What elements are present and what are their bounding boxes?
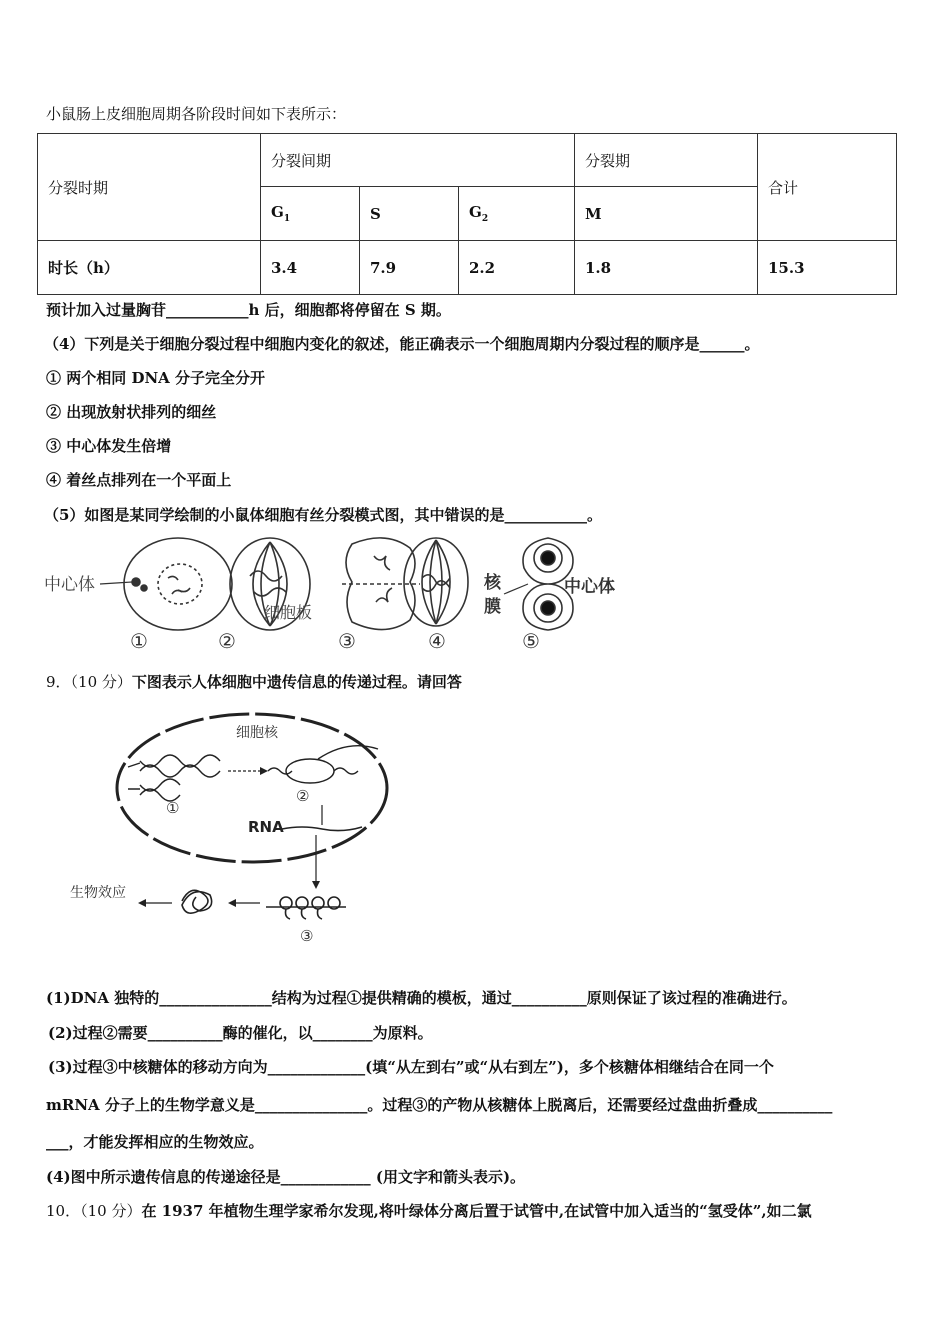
phase-s: S (360, 187, 459, 241)
question-5-stem: （5）如图是某同学绘制的小鼠体细胞有丝分裂模式图，其中错误的是___________。 (44, 506, 602, 524)
cell-cycle-table (37, 133, 897, 295)
question-9-3a: (3)过程③中核糖体的移动方向为_____________(填“从左到右”或“从右到左”)，多个核糖体相继结合在同一个 (48, 1058, 774, 1076)
mitosis-figure (40, 530, 640, 658)
question-9-1: (1)DNA 独特的_______________结构为过程①提供精确的模板，通过__________原则保证了该过程的准确进行。 (46, 989, 797, 1007)
duration-total: 15.3 (758, 241, 897, 295)
translation-ribosomes (266, 897, 346, 919)
phase-g1: $G_1$ (261, 187, 360, 241)
gene-expression-figure (60, 705, 390, 950)
q4-option-4: ④ 着丝点排列在一个平面上 (46, 471, 232, 489)
label-centrosome-right: 中心体 (564, 577, 615, 597)
folded-protein (182, 890, 212, 913)
label-nuclear-1: 核 (484, 573, 501, 593)
interphase-header: 分裂间期 (261, 134, 575, 187)
label-effect: 生物效应 (70, 885, 126, 901)
question-9-4: (4)图中所示遗传信息的传递途径是____________ (用文字和箭头表示)。 (46, 1168, 526, 1186)
dna-transcription (268, 746, 378, 783)
duration-m: 1.8 (575, 241, 758, 295)
figure-number-4: ④ (428, 629, 446, 653)
figure-number-5: ⑤ (522, 629, 540, 653)
row-header: 分裂时期 (38, 134, 261, 241)
label-step-3: ③ (300, 927, 314, 945)
figure-number-2: ② (218, 629, 236, 653)
figure-number-3: ③ (338, 629, 356, 653)
mitosis-cell-1 (124, 538, 232, 630)
duration-g2: 2.2 (459, 241, 575, 295)
question-9-3c: ___，才能发挥相应的生物效应。 (46, 1133, 264, 1151)
question-9-stem: 9．（10 分）下图表示人体细胞中遗传信息的传递过程。请回答 (46, 673, 462, 691)
mitosis-cell-4 (404, 538, 468, 626)
mitosis-cell-3 (342, 538, 420, 630)
mitosis-header: 分裂期 (575, 134, 758, 187)
label-nucleus: 细胞核 (236, 725, 278, 741)
total-header: 合计 (758, 134, 897, 241)
q4-option-3: ③ 中心体发生倍增 (46, 437, 172, 455)
label-rna: RNA (248, 818, 284, 836)
duration-s: 7.9 (360, 241, 459, 295)
figure-number-1: ① (130, 629, 148, 653)
label-step-2: ② (296, 787, 310, 805)
duration-label: 时长（h） (38, 241, 261, 295)
label-nuclear-2: 膜 (484, 597, 501, 617)
phase-m: M (575, 187, 758, 241)
question-9-3b: mRNA 分子上的生物学意义是_______________。过程③的产物从核糖体上脱离后，还需要经过盘曲折叠成__________ (46, 1096, 833, 1114)
question-predict: 预计加入过量胸苷___________h 后，细胞都将停留在 S 期。 (46, 301, 451, 319)
question-10-stem: 10．（10 分）在 1937 年植物生理学家希尔发现,将叶绿体分离后置于试管中,在试管中加入适当的“氢受体”,如二氯 (46, 1202, 812, 1220)
label-cell-plate: 细胞板 (264, 603, 313, 622)
question-4-stem: （4）下列是关于细胞分裂过程中细胞内变化的叙述，能正确表示一个细胞周期内分裂过程的顺序是______。 (44, 335, 760, 353)
question-9-2: (2)过程②需要__________酶的催化，以________为原料。 (48, 1024, 433, 1042)
duration-g1: 3.4 (261, 241, 360, 295)
label-step-1: ① (166, 799, 180, 817)
label-centrosome-left: 中心体 (44, 575, 95, 595)
q4-option-2: ② 出现放射状排列的细丝 (46, 403, 217, 421)
phase-g2: $G_2$ (459, 187, 575, 241)
dna-replication (128, 755, 220, 801)
q4-option-1: ① 两个相同 DNA 分子完全分开 (46, 369, 266, 387)
table-intro: 小鼠肠上皮细胞周期各阶段时间如下表所示： (46, 105, 347, 123)
